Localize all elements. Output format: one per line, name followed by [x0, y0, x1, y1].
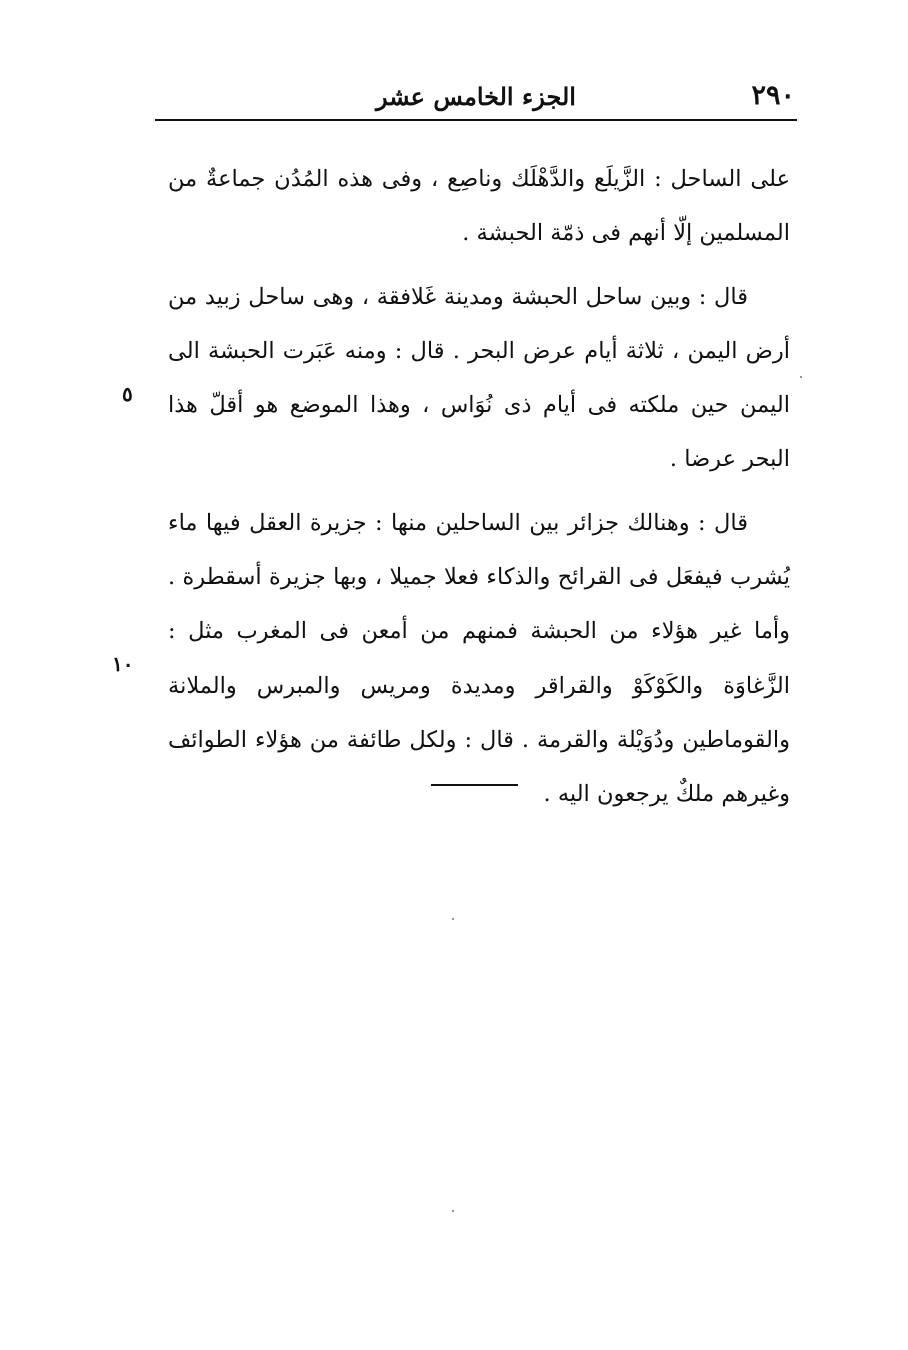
line-number-10: ١٠	[112, 652, 134, 676]
paragraph-3: قال : وهنالك جزائر بين الساحلين منها : جزيرة العقل فيها ماء يُشرب فيفعَل فى القرائح والذكاء فعلا جميلا ، وبها جزيرة أسقطرة . وأما غير هؤلاء من الحبشة فمنهم من أمعن فى المغرب مثل : الزَّغاوَة والكَوْكَوْ والقراقر ومديدة ومريس والمبرس والملانة والقوماطين ودُوَيْلة والقرمة . قال : ولكل طائفة من هؤلاء الطوائف وغيرهم ملكٌ يرجعون اليه .	[168, 509, 790, 808]
paragraph-2: قال : وبين ساحل الحبشة ومدينة غَلافقة ، وهى ساحل زبيد من أرض اليمن ، ثلاثة أيام عرض البحر . قال : ومنه عَبَرت الحبشة الى اليمن حين ملكته فى أيام ذى نُوَاس ، وهذا الموضع هو أقلّ هذا البحر عرضا .	[168, 283, 790, 473]
running-title: الجزء الخامس عشر	[376, 82, 576, 111]
line-number-5: ٥	[122, 382, 133, 406]
scan-speck	[800, 376, 802, 378]
page-header	[155, 72, 797, 124]
header-rule	[155, 119, 797, 121]
paragraph-1: على الساحل : الزَّيلَع والدَّهْلَك وناصِع ، وفى هذه المُدُن جماعةٌ من المسلمين إلّا أنهم فى ذمّة الحبشة .	[168, 166, 790, 247]
scan-speck	[452, 918, 454, 920]
section-end-rule	[431, 784, 518, 786]
page-number: ٢٩٠	[751, 80, 795, 111]
body-text	[168, 152, 790, 822]
scan-speck	[452, 1210, 454, 1212]
